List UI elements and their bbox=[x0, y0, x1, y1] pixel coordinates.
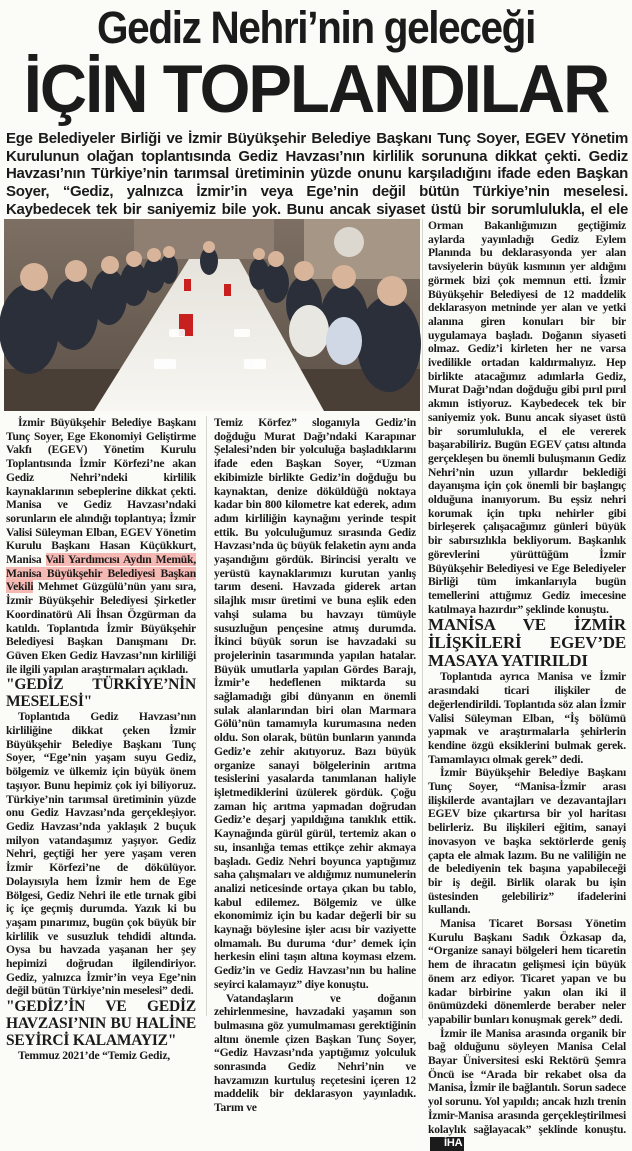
meeting-photo bbox=[4, 219, 420, 411]
agency-credit: İHA bbox=[430, 1137, 464, 1151]
paragraph bbox=[6, 416, 196, 676]
headline-line-1: Gediz Nehri’nin geleceği bbox=[97, 2, 535, 53]
paragraph: Orman Bakanlığımızın geçtiğimiz aylarda yayınladığı Gediz Eylem Planında bu deklarasyonda yer alan tavsiyelerin büyük kısmının yer aldığını görmek bizi çok memnun etti. İzmir Büyükşehir Belediyesi de 12 maddelik deklarasyon metninde yer alan ve yetki alanına giren konuları bir bir uygulamaya başladı. Doğanın siyaseti olmaz. Gediz’i kirleten her ne varsa ivedilikle ortadan kaldırmalıyız. Hep birlikte atacağımız adımlarla Gediz, Murat Dağı’ndan doğduğu gibi pırıl pırıl akmın istiyoruz. Kaybedecek tek bir saniyemiz yok. Bunu ancak siyaset üstü bir sorumlulukla, el ele vererek başarabiliriz. Bugün EGEV çatısı altında gerçekleşen bu önemli buluşmanın Gediz Nehri’nin uzun yıllardır beklediği dayanışma için çok önemli bir başlangıç olduğuna inanıyorum. Bu eşsiz nehri korumak için tıpkı nehirler gibi birleşerek çalışacağımız günleri büyük bir sabırsızlıkla bekliyorum. Başkanlık görevlerini yürüttüğüm İzmir Büyükşehir Belediyesi ve Ege Belediyeler Birliği tüm imkanlarıyla bugün temellerini attığımız Gediz imecesine katılmaya hazırdır” şeklinde konuştu. bbox=[428, 219, 626, 616]
paragraph-text: İzmir ile Manisa arasında organik bir bağ olduğunu söyleyen Manisa Celal Bayar Üniversitesi eski Rektörü Şemra Öncü ise “Arada bir rekabet olsa da Manisa, İzmir ile bağlantılı. Sorun sadece yol sorunu. Yol yapıldı; ancak hızlı trenin İzmir-Manisa arasında gerçekleştirilmesi kolaylık sağlayacak” şeklinde konuştu. bbox=[428, 1026, 626, 1136]
subheading: MANİSA VE İZMİR İLİŞKİLERİ EGEV’DE MASAYA YATIRILDI bbox=[428, 615, 626, 671]
subheading: "GEDİZ TÜRKİYE’NİN MESELESİ" bbox=[6, 676, 196, 711]
highlighted-text: Vali Yardımcısı Aydın Memük, Manisa Büyükşehir Belediyesi Başkan Vekili bbox=[6, 553, 196, 594]
paragraph: Toplantıda Gediz Havzası’nın kirliliğine dikkat çeken İzmir Büyükşehir Belediye Başkanı Tunç Soyer, “Ege’nin yaşam suyu Gediz, bölgemiz ve ülkemiz için büyük önem taşıyor. Bunu hepimiz çok iyi biliyoruz. Türkiye’nin tarımsal üretiminin yüzde onu Gediz Havzası’nda gerçekleşiyor. Gediz Havzası’nda yaklaşık 2 buçuk milyon vatandaşımız yaşıyor. Gediz Nehri, geçtiği her yere yaşam veren İzmir Körfezi’ne de dökülüyor. Dolayısıyla hem İzmir hem de Ege Bölgesi, Gediz Nehri ile etle tırnak gibi iç içe geçmiş durumda. Yazık ki bu yaşam pınarımız, bugün çok büyük bir kirlilik ve susuzluk tehdidi altında. Oysa bu havzada yaşanan her şey hepimizi doğrudan ilgilendiriyor. Gediz, yalnızca İzmir’in veya Ege’nin değil bütün Türkiye’nin meselesi” dedi. bbox=[6, 710, 196, 998]
paragraph: Temiz Körfez” sloganıyla Gediz’in doğduğu Murat Dağı’ndaki Karapınar Şelalesi’nden bir yolculuğa başladıklarını ifade eden Başkan Soyer, “Uzman ekibimizle birlikte Gediz’in doğduğu bu kaynaktan, denize döküldüğü noktaya kadar bin 800 kilometre kat ederek, adım adım kirliliğin kaynağını yerinde tespit ettik. Bu yolculuğumuz sırasında Gediz Havzası’nda üç büyük felaketin aynı anda yaşandığını gördük. Birincisi yeraltı ve yerüstü kaynaklarımızı kurutan yanlış tarım deseni. Havzada giderek artan silajlık mısır üretimi ve buna eşlik eden vahşi sulama bu havzayı tümüyle susuzluğun pençesine atmış durumda. İkinci büyük sorun ise havzadaki su projelerinin tasarımında yapılan hatalar. Büyük umutlarla yapılan Gördes Barajı, İzmir’e hedeflenen miktarda su sağlamadığı gibi dünyanın en önemli sulak alanlarından biri olan Marmara Gölü’nün tamamıyla kurumasına neden oldu. Son olarak, bütün bunların yanında Gediz’e zehir akıtıyoruz. Bazı büyük organize sanayi bölgelerinin arıtma tesislerini yasalarda tanımlanan haliyle işletmediklerini üzülerek gördük. Çoğu zaman hiç arıtma yapmadan doğrudan Gediz’e deşarj yapıldığına tanıklık ettik. Kaynağında gürül gürül, tertemiz akan o su, insanlığa temas ettikçe zehir akmaya başladı. Gediz Nehri boyunca yaptığımız saha çalışmaları ve aldığımız numunelerin analizi neticesinde ortaya çıkan bu tablo, kabul edilemez. Bölgemiz ve ülke ekonomimiz için bu kadar değerli bir su kaynağı böylesine işler acısı bir vaziyette olmamalı. Bu duruma ‘dur’ demek için herkesin elini taşın altına koyması elzem. Gediz’in ve Gediz Havzası’nın bu haline seyirci kalamayız” diye konuştu. bbox=[214, 416, 416, 991]
paragraph-text: İzmir Büyükşehir Belediye Başkanı Tunç Soyer, Ege Ekonomiyi Geliştirme Vakfı (EGEV) Yönetim Kurulu Toplantısında İzmir Körfezi’ne akan Gediz Nehri’ndeki kirlilik kaynaklarının sebeplerine dikkat çekti. Manisa ve Gediz Havzası’ndaki sorunların ele alındığı toplantıya; İzmir Valisi Süleyman Elban, EGEV Yönetim Kurulu Başkanı Hasan Küçükkurt, Manisa bbox=[6, 416, 196, 567]
paragraph: Manisa Ticaret Borsası Yönetim Kurulu Başkanı Sadık Özkasap da, “Organize sanayi bölgeleri hem ticaretin hem de ihracatın gelişmesi için büyük önem arz ediyor. Ticaret yapan ve bu kadar birbirine yakın olan iki il önümüzdeki dönemlerde beraber neler yapabilir bunları konuşmak gerek” dedi. bbox=[428, 917, 626, 1026]
column-rule bbox=[206, 416, 207, 1016]
subheading: "GEDİZ’İN VE GEDİZ HAVZASI’NIN BU HALİNE SEYİRCİ KALAMAYIZ" bbox=[6, 998, 196, 1050]
article-column-3 bbox=[428, 219, 626, 1150]
headline-line-2: İÇİN TOPLANDILAR bbox=[23, 51, 609, 127]
paragraph-text: Mehmet Güzgülü’nün yanı sıra, İzmir Büyükşehir Belediyesi Şirketler Koordinatörü Ali İhsan Özgürman da katıldı. Toplantıda İzmir Büyükşehir Belediyesi Başkan Danışmanı Dr. Güven Eken Gediz Havzası’nın kirliliği ile ilgili yapılan araştırmaları açıkladı. bbox=[6, 580, 196, 676]
paragraph: Vatandaşların ve doğanın zehirlenmesine, havzadaki yaşamın son bulmasına göz yumulmaması gerektiğinin altını önemle çizen Başkan Tunç Soyer, “Gediz Havzası’nda yaptığımız yolculuk sonrasında Gediz Nehri’nin ve havzamızın kurtuluş reçetesini içeren 12 maddelik bir deklarasyon yayınladık. Tarım ve bbox=[214, 991, 416, 1115]
lead-paragraph: Ege Belediyeler Birliği ve İzmir Büyükşehir Belediye Başkanı Tunç Soyer, EGEV Yönetim Kurulunun olağan toplantısında Gediz Havzası’nın kirlilik sorununa dikkat çekti. Gediz Havzası’nın Türkiye’nin tarımsal üretiminin yüzde onunu karşıladığını ifade eden Başkan Soyer, “Gediz, yalnızca İzmir’in veya Ege’nin değil bütün Türkiye’nin meselesi. Kaybedecek tek bir saniyemiz bile yok. Bunu ancak siyaset üstü bir sorumlulukla, el ele bbox=[6, 130, 628, 218]
paragraph: Temmuz 2021’de “Temiz Gediz, bbox=[18, 1049, 170, 1063]
paragraph: Toplantıda ayrıca Manisa ve İzmir arasındaki ticari ilişkiler de değerlendirildi. Toplantıda söz alan İzmir Valisi Süleyman Elban, “İş bölümü yapmak ve araştırmalarla şehirlerin kendine özgü eksiklerini bulmak gerek. Tamamlayıcı olmak gerek” dedi. bbox=[428, 670, 626, 766]
article-column-1 bbox=[6, 416, 196, 1063]
paragraph: İzmir Büyükşehir Belediye Başkanı Tunç Soyer, “Manisa-İzmir arası ilişkilerde avantajları ve dezavantajları EGEV bize çıkartırsa bir yol haritası belirleriz. Bu ilişkileri eğitim, sanayi inovasyon ve başka sektörlerde geniş çapta ele almak lazım. Bu ne valiliğin ne de belediyenin tek başına yapabileceği bir iş değil. Birlik olarak bu işin üstesinden gelebiliriz” ifadelerini kullandı. bbox=[428, 766, 626, 917]
paragraph bbox=[428, 1027, 626, 1151]
article-column-2 bbox=[214, 416, 416, 1115]
meeting-photo-illustration bbox=[4, 219, 420, 411]
column-rule bbox=[422, 219, 423, 1019]
